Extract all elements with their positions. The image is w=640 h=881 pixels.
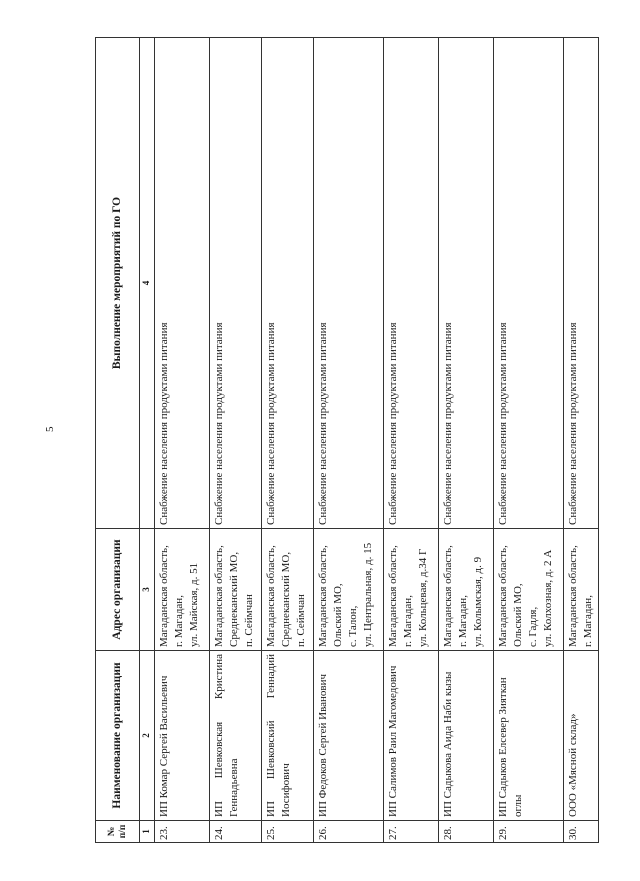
column-index-row: [140, 38, 155, 843]
activity: Снабжение населения продуктами питания: [439, 38, 494, 529]
address-line: Ольский МО,: [332, 583, 344, 647]
address-line: Магаданская область,: [497, 545, 509, 647]
table-row: [384, 38, 439, 843]
column-index: 1: [140, 821, 155, 843]
address-line: Среднеканский МО,: [228, 551, 240, 647]
organizations-table: [95, 37, 599, 843]
organization-name: ИП Шевковский Геннадий Иосифович: [262, 651, 314, 821]
organization-address: [384, 529, 439, 651]
address-line: с. Гадля,: [527, 606, 539, 647]
row-number: 25.: [262, 821, 314, 843]
activity: Снабжение населения продуктами питания: [564, 38, 599, 529]
row-number: 27.: [384, 821, 439, 843]
column-index: 4: [140, 38, 155, 529]
organization-name: ООО «Мясной склад»: [564, 651, 599, 821]
organization-name: ИП Салимов Раил Магомедович: [384, 651, 439, 821]
address-line: п. Сеймчан: [295, 594, 307, 647]
address-line: Магаданская область,: [213, 545, 225, 647]
organization-address: [439, 529, 494, 651]
header-num: № п/п: [96, 821, 140, 843]
rotated-page-content: [95, 38, 594, 843]
address-line: Магаданская область,: [265, 545, 277, 647]
address-line: п. Сеймчан: [243, 594, 255, 647]
activity: Снабжение населения продуктами питания: [210, 38, 262, 529]
page-number: 5: [44, 426, 56, 432]
organization-address: [155, 529, 210, 651]
header-activity: Выполнение мероприятий по ГО: [96, 38, 140, 529]
address-line: ул. Майская, д. 51: [188, 562, 200, 647]
address-line: ул. Колымская, д. 9: [472, 556, 484, 647]
row-number: 30.: [564, 821, 599, 843]
header-row: [96, 38, 140, 843]
table-row: [155, 38, 210, 843]
row-number: 26.: [314, 821, 384, 843]
organization-address: [314, 529, 384, 651]
address-line: Магаданская область,: [442, 545, 454, 647]
activity: Снабжение населения продуктами питания: [155, 38, 210, 529]
address-line: г. Магадан,: [402, 595, 414, 647]
organization-name: ИП Шевковская Кристина Геннадьевна: [210, 651, 262, 821]
organization-name: ИП Садыкова Аида Наби кызы: [439, 651, 494, 821]
row-number: 29.: [494, 821, 564, 843]
column-index: 2: [140, 651, 155, 821]
organization-name: ИП Садыков Елсевер Зияткан оглы: [494, 651, 564, 821]
address-line: г. Магадан,: [582, 595, 594, 647]
table-row: [210, 38, 262, 843]
address-line: г. Магадан,: [457, 595, 469, 647]
address-line: г. Магадан,: [173, 595, 185, 647]
address-line: Среднеканский МО,: [280, 551, 292, 647]
address-line: Магаданская область,: [567, 545, 579, 647]
organization-name: ИП Комар Сергей Васильевич: [155, 651, 210, 821]
organization-address: [210, 529, 262, 651]
address-line: с. Талон,: [347, 605, 359, 647]
row-number: 24.: [210, 821, 262, 843]
address-line: Магаданская область,: [158, 545, 170, 647]
organization-address: [564, 529, 599, 651]
address-line: ул. Колхозная, д. 2 А: [542, 549, 554, 647]
header-address: Адрес организации: [96, 529, 140, 651]
row-number: 23.: [155, 821, 210, 843]
address-line: ул. Кольцевая, д.34 Г: [417, 548, 429, 647]
activity: Снабжение населения продуктами питания: [314, 38, 384, 529]
address-line: Магаданская область,: [317, 545, 329, 647]
organization-address: [494, 529, 564, 651]
header-name: Наименование организации: [96, 651, 140, 821]
column-index: 3: [140, 529, 155, 651]
table-row: [439, 38, 494, 843]
table-row: [262, 38, 314, 843]
row-number: 28.: [439, 821, 494, 843]
address-line: Магаданская область,: [387, 545, 399, 647]
address-line: Ольский МО,: [512, 583, 524, 647]
table-row: [314, 38, 384, 843]
activity: Снабжение населения продуктами питания: [384, 38, 439, 529]
organization-name: ИП Федоков Сергей Иванович: [314, 651, 384, 821]
table-row: [564, 38, 599, 843]
address-line: ул. Центральная, д. 15: [362, 542, 374, 647]
activity: Снабжение населения продуктами питания: [494, 38, 564, 529]
activity: Снабжение населения продуктами питания: [262, 38, 314, 529]
table-row: [494, 38, 564, 843]
organization-address: [262, 529, 314, 651]
